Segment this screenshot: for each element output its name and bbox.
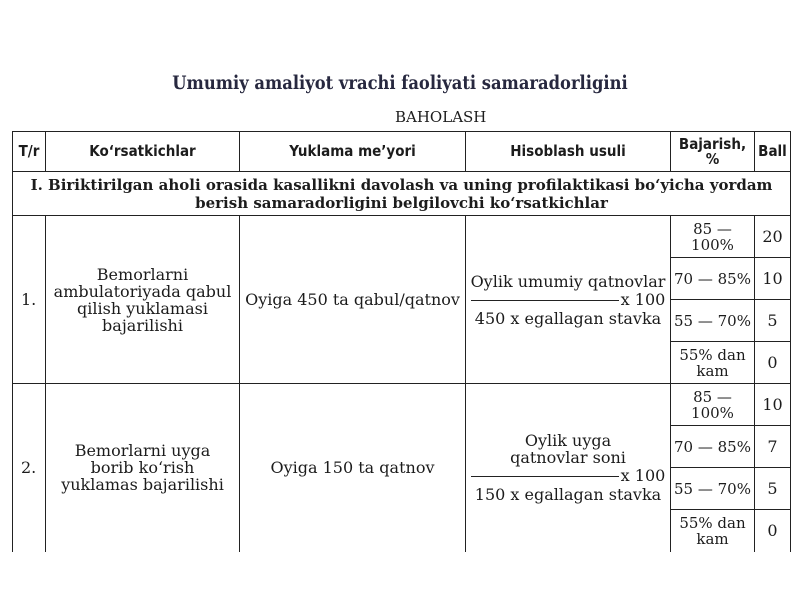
level-score: 5 (755, 300, 791, 342)
method-multiplier: x 100 (620, 466, 666, 486)
method-multiplier: x 100 (620, 289, 666, 309)
row-indicator: Bemorlarni ambulatoriyada qabul qilish yuklamasi bajarilishi (46, 216, 240, 384)
method-numerator: Oylik uyga qatnovlar soni (510, 431, 626, 468)
level-range: 55 — 70% (671, 468, 755, 510)
row-norm: Oyiga 150 ta qatnov (240, 384, 466, 552)
row-number: 2. (13, 384, 46, 552)
level-score: 0 (755, 510, 791, 552)
level-range: 85 — 100% (671, 384, 755, 426)
row-method (466, 384, 671, 552)
method-numerator: Oylik umumiy qatnovlar (470, 271, 666, 291)
document-title: Umumiy amaliyot vrachi faoliyati samaradorligini (172, 72, 628, 94)
row-indicator: Bemorlarni uyga borib ko‘rish yuklamas bajarilishi (46, 384, 240, 552)
row-method (466, 216, 671, 384)
method-formula (471, 273, 666, 327)
document-subtitle: BAHOLASH (395, 108, 487, 126)
evaluation-table (12, 131, 791, 552)
table-row (13, 216, 791, 258)
method-denominator: 450 x egallagan stavka (474, 308, 662, 328)
header-norm: Yuklama me’yori (240, 132, 466, 172)
section-row (13, 172, 791, 216)
row-norm: Oyiga 450 ta qabul/qatnov (240, 216, 466, 384)
level-score: 20 (755, 216, 791, 258)
header-completion: Bajarish, % (671, 132, 755, 172)
table-header-row (13, 132, 791, 172)
method-denominator: 150 x egallagan stavka (474, 485, 662, 505)
level-range: 55 — 70% (671, 300, 755, 342)
fraction-line (471, 476, 619, 477)
level-range: 85 — 100% (671, 216, 755, 258)
fraction-line (471, 300, 619, 301)
section-title: I. Biriktirilgan aholi orasida kasallikni davolash va uning profilaktikasi bo‘yicha yordam berish samaradorligini belgilovchi ko‘rsatkichlar (13, 172, 791, 216)
level-range: 55% dan kam (671, 342, 755, 384)
table-row (13, 384, 791, 426)
level-score: 10 (755, 258, 791, 300)
level-range: 70 — 85% (671, 258, 755, 300)
level-score: 10 (755, 384, 791, 426)
level-score: 0 (755, 342, 791, 384)
header-tr: T/r (13, 132, 46, 172)
header-score: Ball (755, 132, 791, 172)
level-score: 5 (755, 468, 791, 510)
level-range: 70 — 85% (671, 426, 755, 468)
level-range: 55% dan kam (671, 510, 755, 552)
header-method: Hisoblash usuli (466, 132, 671, 172)
row-number: 1. (13, 216, 46, 384)
level-score: 7 (755, 426, 791, 468)
method-formula (471, 432, 666, 503)
header-indicators: Ko‘rsatkichlar (46, 132, 240, 172)
